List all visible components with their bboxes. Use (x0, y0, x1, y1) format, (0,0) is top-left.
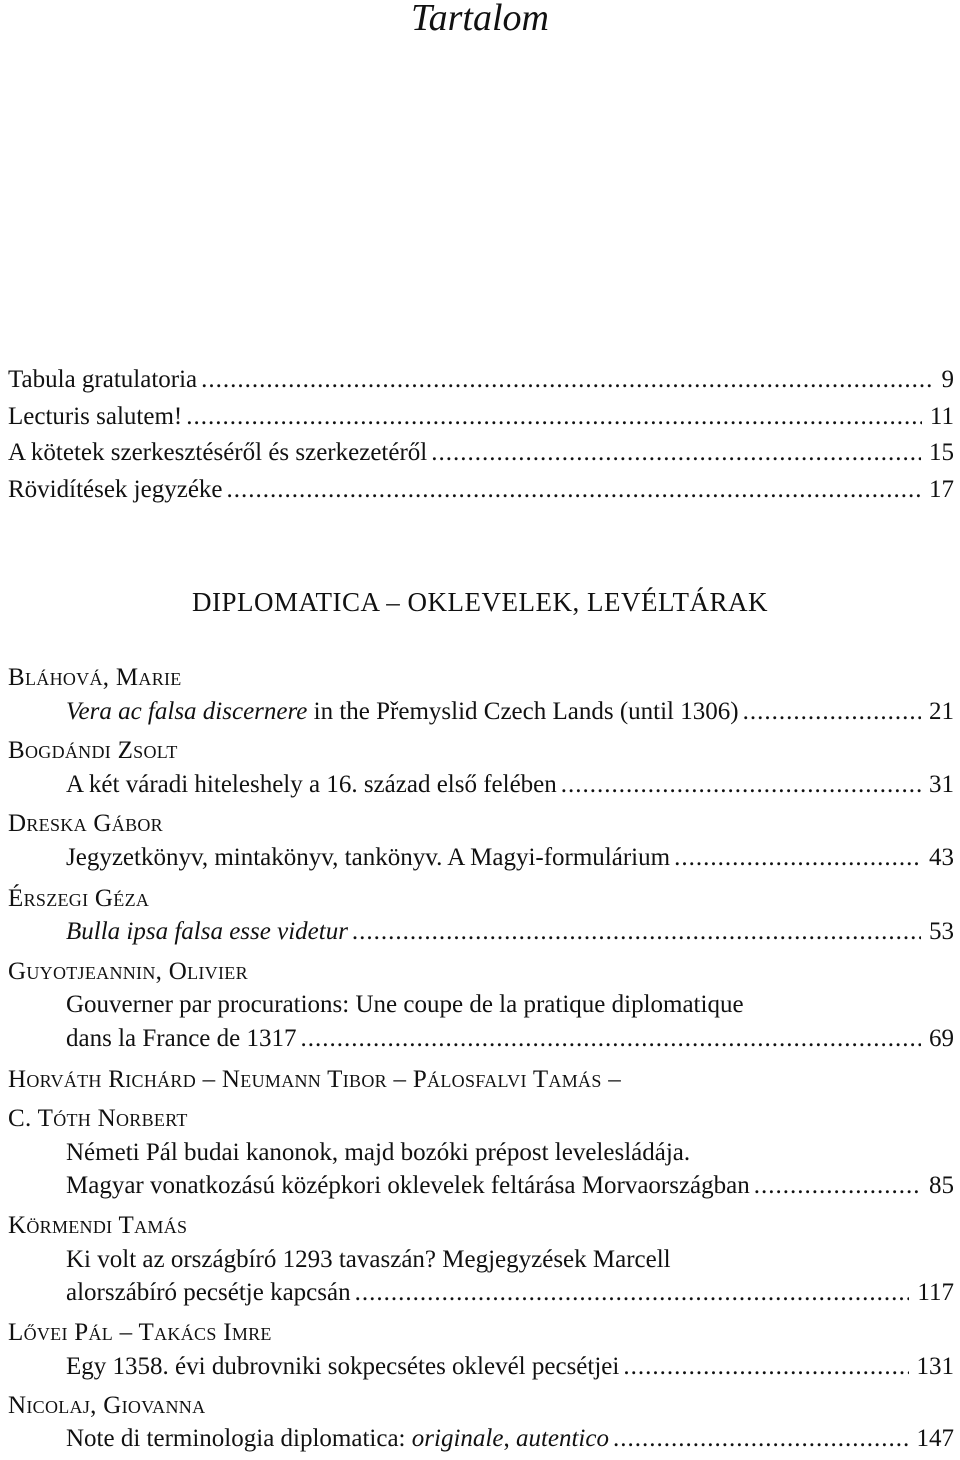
article-author: C. Tóth Norbert (8, 1105, 188, 1132)
toc-entry-title: dans la France de 1317 (66, 1025, 297, 1052)
title-separator: , (503, 1425, 516, 1452)
toc-entry-page: 9 (941, 366, 954, 393)
article-author: Bláhová, Marie (8, 664, 182, 691)
toc-entry[interactable] (66, 693, 954, 731)
toc-entry-title: Rövidítések jegyzéke (8, 476, 223, 503)
toc-entry[interactable] (66, 1348, 954, 1386)
toc-entry[interactable] (66, 1167, 954, 1205)
toc-entry-title-line: Németi Pál budai kanonok, majd bozóki prépost levelesládája. (66, 1139, 691, 1166)
toc-entry[interactable] (66, 913, 954, 951)
dot-leader (186, 398, 922, 436)
dot-leader (613, 1420, 909, 1458)
article-author: Körmendi Tamás (8, 1212, 188, 1239)
dot-leader (352, 913, 921, 951)
dot-leader (431, 434, 921, 472)
toc-entry-page: 11 (929, 403, 954, 430)
dot-leader (743, 693, 921, 731)
title-plain: Note di terminologia diplomatica: (66, 1425, 412, 1452)
dot-leader (201, 361, 933, 399)
title-italic: originale (411, 1425, 504, 1452)
toc-entry-title (66, 1420, 609, 1458)
toc-entry-page: 21 (929, 698, 954, 725)
toc-entry-title (66, 693, 739, 731)
toc-entry-title-line: Ki volt az országbíró 1293 tavaszán? Megjegyzések Marcell (66, 1246, 671, 1273)
toc-entry[interactable] (66, 1274, 954, 1312)
dot-leader (561, 766, 921, 804)
title-italic: Vera ac falsa discernere (66, 698, 308, 725)
article-author: Guyotjeannin, Olivier (8, 958, 248, 985)
toc-entry[interactable] (66, 1020, 954, 1058)
toc-entry-title: alorszábíró pecsétje kapcsán (66, 1279, 351, 1306)
toc-entry-page: 15 (929, 439, 954, 466)
toc-entry[interactable] (8, 434, 954, 472)
article-author: Bogdándi Zsolt (8, 737, 178, 764)
title-rest: in the Přemyslid Czech Lands (until 1306) (307, 698, 739, 725)
toc-entry-page: 53 (929, 918, 954, 945)
toc-entry-page: 85 (929, 1172, 954, 1199)
dot-leader (355, 1274, 910, 1312)
toc-entry[interactable] (8, 398, 954, 436)
dot-leader (300, 1020, 921, 1058)
toc-entry-title: Magyar vonatkozású középkori oklevelek feltárása Morvaországban (66, 1172, 750, 1199)
page-title: Tartalom (411, 0, 549, 39)
toc-entry-title: Jegyzetkönyv, mintakönyv, tankönyv. A Magyi-formulárium (66, 844, 671, 871)
toc-entry-title-line: Gouverner par procurations: Une coupe de la pratique diplomatique (66, 991, 744, 1018)
section-heading: DIPLOMATICA – OKLEVELEK, LEVÉLTÁRAK (192, 587, 768, 617)
toc-entry[interactable] (66, 839, 954, 877)
toc-entry-title: Egy 1358. évi dubrovniki sokpecsétes oklevél pecsétjei (66, 1353, 620, 1380)
title-italic: autentico (515, 1425, 609, 1452)
dot-leader (754, 1167, 921, 1205)
toc-entry-title: A két váradi hiteleshely a 16. század első felében (66, 771, 557, 798)
toc-entry-page: 43 (929, 844, 954, 871)
toc-entry[interactable] (8, 471, 954, 509)
article-author: Horváth Richárd – Neumann Tibor – Pálosfalvi Tamás – (8, 1066, 622, 1093)
toc-entry[interactable] (66, 766, 954, 804)
toc-entry[interactable] (66, 1420, 954, 1458)
toc-entry-page: 69 (929, 1025, 954, 1052)
toc-entry-page: 17 (929, 476, 954, 503)
dot-leader (623, 1348, 908, 1386)
toc-entry-page: 147 (916, 1425, 954, 1452)
toc-entry-page: 117 (917, 1279, 954, 1306)
toc-entry-title: Tabula gratulatoria (8, 366, 198, 393)
article-author: Dreska Gábor (8, 810, 163, 837)
dot-leader (674, 839, 921, 877)
article-author: Érszegi Géza (8, 885, 150, 912)
toc-entry-page: 131 (916, 1353, 954, 1380)
toc-entry-page: 31 (929, 771, 954, 798)
dot-leader (227, 471, 921, 509)
toc-entry-title: Lecturis salutem! (8, 403, 183, 430)
article-author: Lővei Pál – Takács Imre (8, 1319, 272, 1346)
toc-entry-title: Bulla ipsa falsa esse videtur (66, 918, 348, 945)
toc-entry-title: A kötetek szerkesztéséről és szerkezetéről (8, 439, 428, 466)
article-author: Nicolaj, Giovanna (8, 1392, 206, 1419)
toc-entry[interactable] (8, 361, 954, 399)
